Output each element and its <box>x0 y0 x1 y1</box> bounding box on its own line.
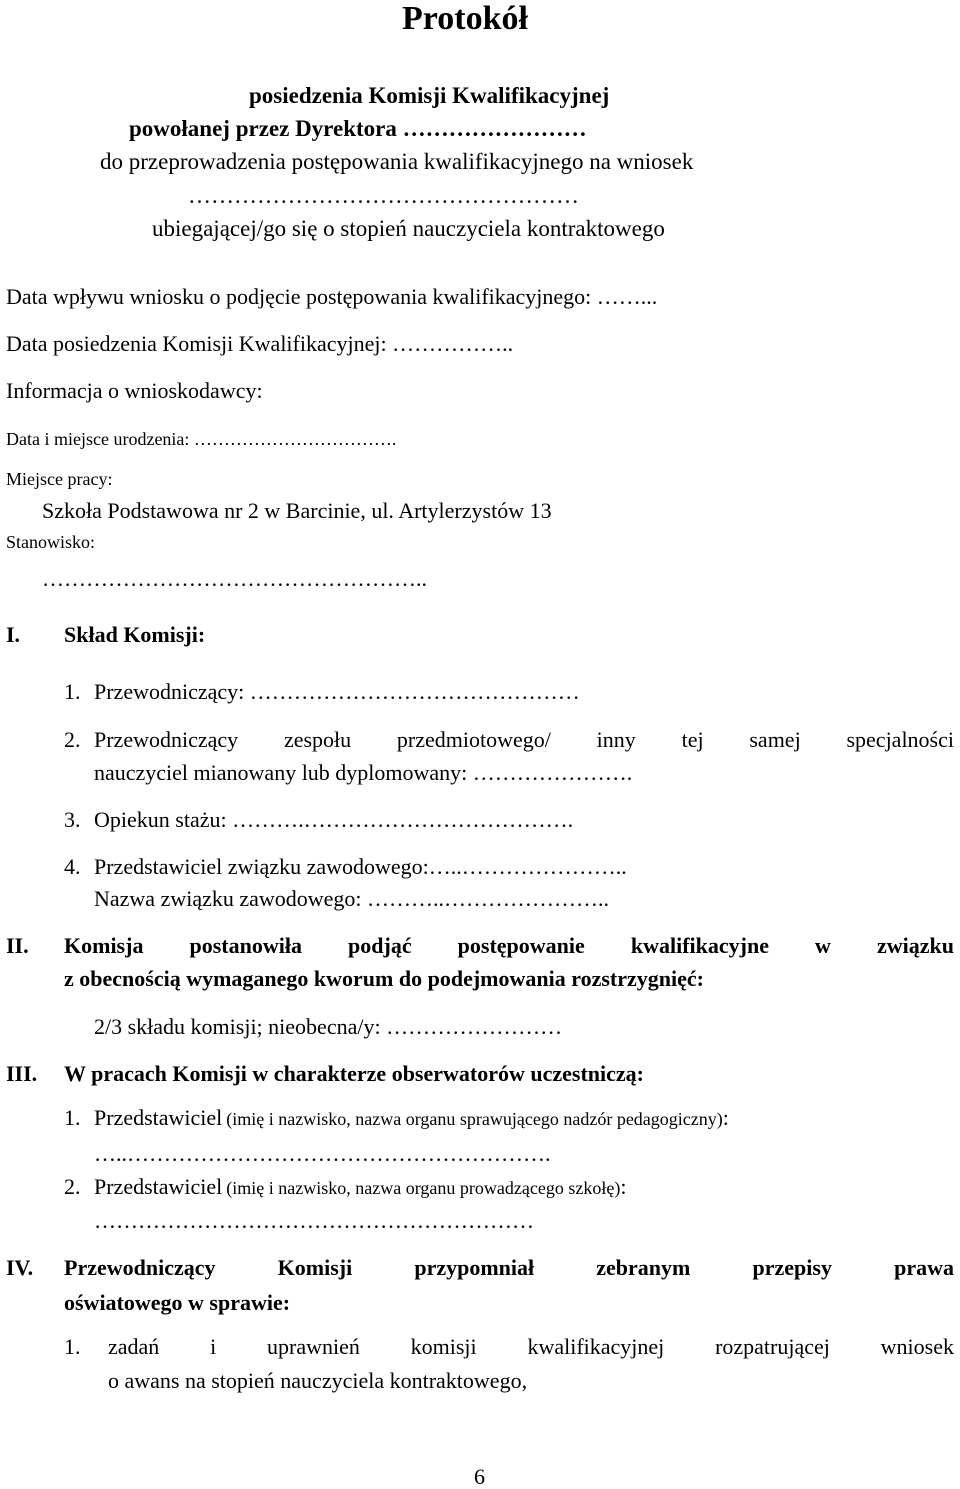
observer-note: (imię i nazwisko, nazwa organu prowadzącego szkołę) <box>226 1178 621 1198</box>
meeting-date: Data posiedzenia Komisji Kwalifikacyjnej: …………….. <box>6 331 514 356</box>
observer-item-2 <box>94 1176 626 1198</box>
position-value: …………………………………………….. <box>42 566 427 591</box>
observer-lead: Przedstawiciel <box>94 1174 223 1199</box>
quorum-line: 2/3 składu komisji; nieobecna/y: …………………… <box>94 1014 563 1039</box>
section-2-line1: Komisja postanowiła podjąć postępowanie kwalifikacyjne w związku <box>64 933 954 958</box>
section-3-numeral: III. <box>6 1061 38 1086</box>
header-line-5: ubiegającej/go się o stopień nauczyciela kontraktowego <box>152 216 665 241</box>
section-2-numeral: II. <box>6 933 29 958</box>
header-line-2: powołanej przez Dyrektora …………………… <box>129 116 587 141</box>
observer-tail: : <box>722 1105 729 1130</box>
workplace-label: Miejsce pracy: <box>6 469 113 489</box>
committee-item-subject-head-line1: Przewodniczący zespołu przedmiotowego/ inny tej samej specjalności <box>94 727 954 752</box>
committee-item-num: 4. <box>64 854 81 879</box>
committee-item-mentor: Opiekun stażu: ……….………………………………. <box>94 807 574 832</box>
workplace-value: Szkoła Podstawowa nr 2 w Barcinie, ul. Artylerzystów 13 <box>42 498 552 523</box>
regulation-item <box>108 1336 954 1358</box>
committee-item-union-name: Nazwa związku zawodowego: ………..………………….. <box>94 886 610 911</box>
observer-note: (imię i nazwisko, nazwa organu sprawującego nadzór pedagogiczny) <box>226 1109 723 1129</box>
header-line-1: posiedzenia Komisji Kwalifikacyjnej <box>249 83 610 108</box>
observer-dots: …………………………………………………… <box>94 1208 534 1233</box>
committee-item-subject-head-line2: nauczyciel mianowany lub dyplomowany: …………………. <box>94 760 633 785</box>
committee-item-union-rep: Przedstawiciel związku zawodowego:…..………………….. <box>94 854 627 879</box>
observer-dots: …..…………………………………………………. <box>94 1141 551 1166</box>
header-line-4: …………………………………………… <box>188 183 579 208</box>
section-2-text <box>64 935 954 957</box>
section-3-heading: W pracach Komisji w charakterze obserwatorów uczestniczą: <box>64 1061 645 1086</box>
submission-date: Data wpływu wniosku o podjęcie postępowania kwalifikacyjnego: ……... <box>6 284 658 309</box>
committee-item-num: 3. <box>64 807 81 832</box>
section-4-numeral: IV. <box>6 1255 34 1280</box>
birth-date-place: Data i miejsce urodzenia: ……………………………. <box>6 429 397 449</box>
observer-tail: : <box>620 1174 627 1199</box>
regulation-item-line2: o awans na stopień nauczyciela kontraktowego, <box>108 1368 528 1393</box>
section-1-heading: Skład Komisji: <box>64 622 206 647</box>
applicant-info-label: Informacja o wnioskodawcy: <box>6 378 263 403</box>
regulation-item-line1: zadań i uprawnień komisji kwalifikacyjnej rozpatrującej wniosek <box>108 1334 954 1359</box>
committee-item-chair: Przewodniczący: ……………………………………… <box>94 679 580 704</box>
header-line-3: do przeprowadzenia postępowania kwalifikacyjnego na wniosek <box>100 149 694 174</box>
page-number: 6 <box>474 1464 485 1489</box>
observer-item-1 <box>94 1107 729 1129</box>
section-4-text <box>64 1257 954 1279</box>
section-4-line1: Przewodniczący Komisji przypomniał zebranym przepisy prawa <box>64 1255 954 1280</box>
section-2-line2: z obecnością wymaganego kworum do podejmowania rozstrzygnięć: <box>64 966 704 991</box>
section-1-numeral: I. <box>6 622 21 647</box>
observer-item-num: 2. <box>64 1174 81 1199</box>
observer-lead: Przedstawiciel <box>94 1105 223 1130</box>
committee-item-subject-head <box>94 729 954 751</box>
observer-item-num: 1. <box>64 1105 81 1130</box>
page-title: Protokół <box>402 0 528 37</box>
position-label: Stanowisko: <box>6 532 96 552</box>
committee-item-num: 2. <box>64 727 81 752</box>
section-4-line2: oświatowego w sprawie: <box>64 1290 291 1315</box>
regulation-item-num: 1. <box>64 1334 81 1359</box>
committee-item-num: 1. <box>64 679 81 704</box>
